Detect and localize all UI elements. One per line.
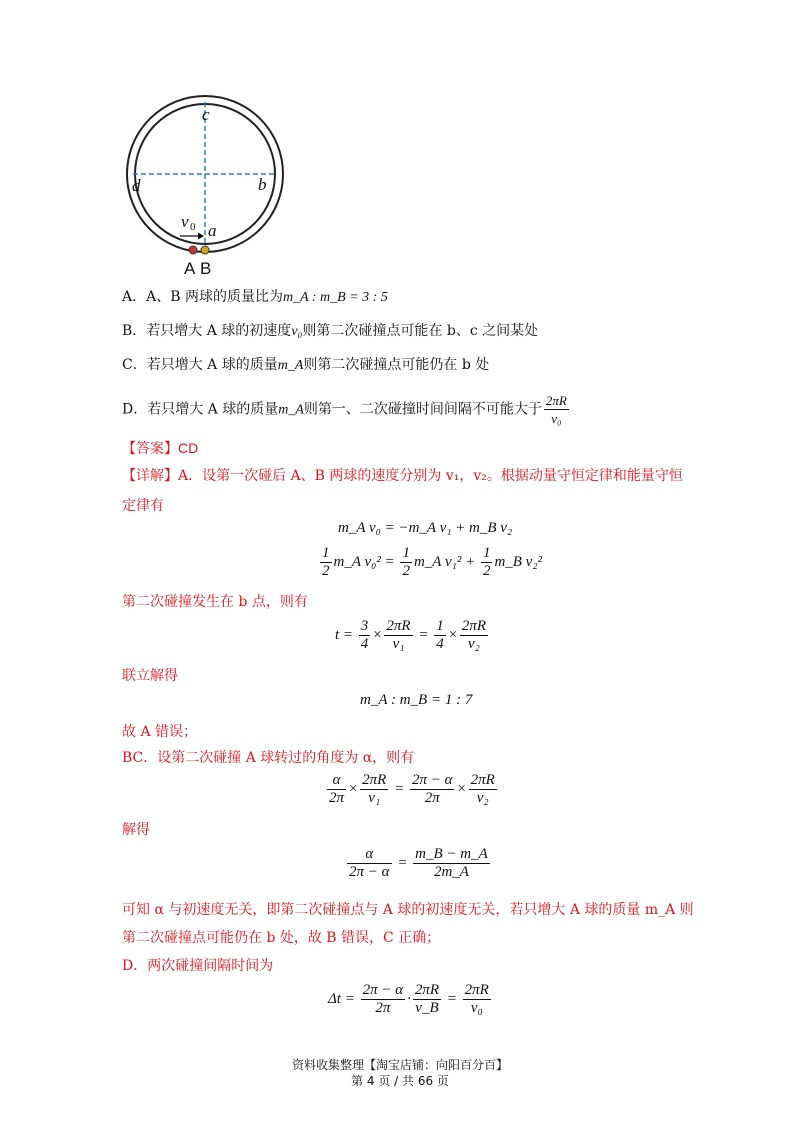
option-a	[122, 287, 388, 308]
eq2-rhs1: m_A v₁²	[413, 553, 462, 570]
option-d-text: 若只增大 A 球的质量	[147, 401, 279, 418]
eq3-frac3	[434, 618, 446, 653]
bc-intro-text: BC．设第二次碰撞 A 球转过的角度为 α，则有	[122, 750, 415, 766]
eq5-frac4-num: 2πR	[470, 772, 495, 788]
option-d-label: D．	[122, 401, 148, 418]
equation-time: t = $\frac{3}{4}$ × $\frac{2\pi R}{\text{v₁}}$ = $\frac{1}{4}$ × $\frac{2\pi R}{\text{v₂}}$	[335, 618, 487, 652]
label-ball-a: A	[184, 259, 196, 278]
eq3-frac1	[359, 618, 371, 653]
option-d-math: m_A	[278, 402, 304, 418]
eq7-frac3	[463, 982, 491, 1017]
eq7-frac1	[361, 982, 406, 1017]
solve-text: 联立解得	[122, 668, 178, 684]
ball-b	[201, 246, 209, 254]
label-v0: v	[181, 212, 189, 231]
eq3-frac2-den: v₁	[392, 636, 405, 652]
eq5-frac1-den: 2π	[329, 790, 345, 806]
option-a-label: A．	[122, 289, 147, 305]
eq7-frac2-num: 2πR	[414, 982, 440, 998]
answer-line	[122, 438, 198, 459]
eq6-frac1-num: α	[347, 846, 392, 864]
circular-track-figure	[118, 90, 298, 280]
eq7-frac2-den: v_B	[415, 1000, 439, 1016]
eq2-half-2-den: 2	[402, 563, 410, 579]
eq5-frac1	[327, 772, 346, 807]
explanation-intro-cont: 定律有	[122, 498, 164, 514]
eq5-frac3-den: 2π	[424, 790, 440, 806]
eq2-half-1-num: 1	[322, 545, 330, 561]
eq7-lhs: Δt =	[328, 990, 355, 1007]
option-d-fraction	[544, 392, 569, 427]
eq6-frac2-den: 2m_A	[433, 864, 469, 880]
eq6-frac2	[413, 846, 490, 881]
option-c-label: C．	[122, 357, 147, 373]
option-a-math: m_A : m_B = 3 : 5	[282, 290, 388, 305]
option-b	[122, 321, 538, 342]
conclusion-line-2: 第二次碰撞点可能仍在 b 处，故 B 错误，C 正确；	[122, 930, 441, 946]
eq5-frac2	[360, 772, 388, 807]
eq5-frac2-den: v₁	[368, 790, 381, 806]
eq3-t: t =	[335, 626, 354, 643]
equation-interval: Δt = $\frac{2\pi - \alpha}{2\pi}$ · $\frac{2\pi R}{v\_B}$ = $\frac{2\pi R}{\text{v₀}}$	[328, 982, 489, 1016]
eq2-half-2	[400, 545, 412, 580]
eq5-frac4-den: v₂	[476, 790, 489, 806]
option-b-math: v₀	[291, 324, 303, 339]
eq5-frac2-num: 2πR	[362, 772, 387, 788]
label-ball-b: B	[200, 259, 212, 278]
ball-a	[189, 246, 197, 254]
explanation-label: 【详解】	[122, 468, 178, 484]
conclusion-line-1: 可知 α 与初速度无关，即第二次碰撞点与 A 球的初速度无关，若只增大 A 球的质量 m_A 则	[122, 902, 694, 918]
eq2-half-3	[481, 545, 493, 580]
equation-angle-ratio: $\frac{\alpha}{2\pi - \alpha}$ = $\frac{m\_B - m\_A}{2m\_A}$	[349, 846, 488, 880]
eq5-frac3-num: 2π − α	[411, 772, 453, 788]
eq5-frac1-num: α	[327, 772, 346, 790]
eq6-frac1	[347, 846, 392, 881]
explanation-intro	[122, 466, 683, 486]
option-c-math: m_A	[277, 358, 304, 373]
eq3-frac4-num: 2πR	[461, 618, 487, 634]
eq5-frac3	[410, 772, 455, 807]
option-d	[122, 392, 571, 428]
equation-angle: $\frac{\alpha}{2\pi}$ × $\frac{2\pi R}{\text{v₁}}$ = $\frac{2\pi - \alpha}{2\pi}$ × $\frac{2\pi R}{\text{v₂}}$	[329, 772, 495, 806]
eq3-frac4	[460, 618, 488, 653]
label-b: b	[258, 175, 267, 194]
eq3-frac2	[384, 618, 412, 653]
d-intro-text: D．两次碰撞间隔时间为	[122, 958, 274, 974]
jie-text: 解得	[122, 822, 150, 838]
eq2-half-1	[320, 545, 332, 580]
equation-momentum: m_A v₀ = −m_A v₁ + m_B v₂	[338, 520, 513, 536]
eq7-frac3-num: 2πR	[464, 982, 489, 998]
eq2-half-1-den: 2	[322, 563, 330, 579]
velocity-arrowhead	[198, 233, 204, 240]
eq7-frac1-num: 2π − α	[362, 982, 404, 998]
option-b-label: B．	[122, 323, 147, 339]
option-b-text2: 则第二次碰撞点可能在 b、c 之间某处	[302, 323, 539, 339]
label-d: d	[132, 176, 141, 195]
footer-page-number: 第 4 页 / 共 66 页	[351, 1074, 449, 1088]
eq7-frac2	[413, 982, 441, 1017]
footer-source: 资料收集整理【淘宝店铺：向阳百分百】	[291, 1058, 508, 1072]
option-c-text: 若只增大 A 球的质量	[146, 357, 278, 373]
eq3-frac2-num: 2πR	[386, 618, 411, 634]
eq6-frac1-den: 2π − α	[349, 864, 390, 880]
label-a: a	[208, 221, 217, 240]
option-d-frac-den: v₀	[551, 411, 562, 426]
option-c	[122, 355, 489, 376]
eq2-rhs2: m_B v₂²	[494, 553, 543, 570]
a-wrong-text: 故 A 错误；	[122, 724, 198, 740]
eq2-lhs: m_A v₀²	[333, 553, 381, 570]
eq3-frac3-num: 1	[436, 618, 444, 634]
eq2-half-3-num: 1	[482, 545, 491, 561]
option-a-text: A、B 两球的质量比为	[146, 289, 283, 305]
option-b-text: 若只增大 A 球的初速度	[146, 323, 292, 339]
eq3-frac3-den: 4	[436, 636, 444, 652]
label-v0-sub: 0	[190, 221, 196, 233]
eq2-half-2-num: 1	[402, 545, 410, 561]
explanation-intro-text: A．设第一次碰后 A、B 两球的速度分别为 v₁，v₂。根据动量守恒定律和能量守恒	[178, 468, 683, 484]
eq6-frac2-num: m_B − m_A	[415, 846, 488, 862]
eq3-frac1-den: 4	[360, 636, 369, 652]
eq5-frac4	[469, 772, 497, 807]
option-c-text2: 则第二次碰撞点可能仍在 b 处	[303, 357, 490, 373]
label-c: c	[202, 105, 210, 124]
eq7-frac3-den: v₀	[470, 1000, 483, 1016]
equation-energy: $\frac{1}{2}$ m_A v₀² = $\frac{1}{2}$ m_A v₁² + $\frac{1}{2}$ m_B v₂²	[322, 545, 543, 579]
answer-bracket: 【答案】	[122, 441, 178, 457]
answer-value: CD	[178, 440, 199, 456]
option-d-frac-num: 2πR	[545, 393, 567, 408]
option-d-text2: 则第一、二次碰撞时间间隔不可能大于	[303, 401, 542, 418]
eq2-half-3-den: 2	[482, 563, 491, 579]
second-collision-text: 第二次碰撞发生在 b 点，则有	[122, 594, 308, 610]
eq7-frac1-den: 2π	[375, 1000, 391, 1016]
eq3-frac1-num: 3	[360, 618, 369, 634]
equation-mass-ratio: m_A : m_B = 1 : 7	[360, 692, 473, 708]
eq3-frac4-den: v₂	[468, 636, 480, 652]
